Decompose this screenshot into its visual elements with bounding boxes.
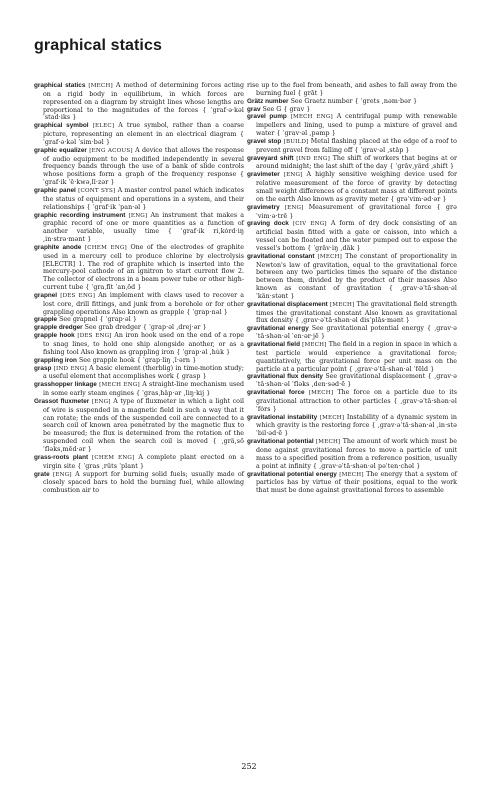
entry-headword: graving dock	[247, 220, 289, 228]
dictionary-entry	[247, 82, 457, 98]
entry-headword: gravel pump	[247, 113, 287, 121]
entry-definition: The field in a region in space in which a test particle would experience a gravitational force; quantitatively, the gravitational force per unit mass on the particle at a particular point	[256, 341, 457, 373]
entry-definition: The energy that a system of particles has by virtue of their positions, equal to the work that must be done against gravitational forces to assemble	[256, 470, 457, 495]
dictionary-entry	[34, 244, 244, 292]
entry-pronunciation: { ˈgraˌfīt ˈanˌōd }	[85, 284, 142, 292]
entry-definition: rise up to the fuel from beneath, and ashes to fall away from the burning fuel	[247, 82, 457, 97]
dictionary-entry	[34, 292, 244, 317]
dictionary-entry	[247, 438, 457, 470]
entry-field-label: [ENG ACOUS]	[89, 147, 133, 154]
dictionary-entry	[34, 332, 244, 357]
dictionary-entry	[34, 471, 244, 496]
entry-headword: grav	[247, 105, 261, 113]
entry-headword: gravitational field	[247, 341, 300, 348]
entry-headword: gravitational energy	[247, 325, 309, 333]
entry-definition: See gravitational displacement	[325, 373, 426, 381]
dictionary-entry	[247, 106, 457, 114]
entry-field-label: [MECH]	[315, 439, 341, 446]
entry-definition: A highly sensitive weighing device used for relative measurement of the force of gravity by detecting small weight differences of a constant mass at different points on the earth Also known as gravity meter	[256, 171, 457, 203]
entry-headword: graphic panel	[34, 186, 76, 194]
entry-definition: The shift of workers that begins at or around midnight; the last shift of the day	[256, 154, 457, 171]
entry-pronunciation: { ˈgrāv‚yärd ‚shift }	[389, 163, 455, 171]
entry-field-label: [ELEC]	[92, 123, 115, 130]
entry-definition: An implement with claws used to recover a lost core, drill fittings, and junk from a borehole or for other grappling operations Also known as grapple	[43, 291, 244, 316]
dictionary-entry	[247, 113, 457, 138]
entry-headword: graphic recording instrument	[34, 211, 126, 219]
entry-field-label: [DES ENG]	[60, 292, 96, 299]
entry-pronunciation: { grasp }	[175, 373, 207, 381]
entry-pronunciation: { ‚grav·əˈtā·shən·əl ˈfēld }	[348, 365, 435, 373]
entry-field-label: [IND ENG]	[53, 365, 87, 372]
entry-field-label: [ENG]	[128, 212, 148, 219]
entry-headword: gravel stop	[247, 137, 282, 145]
entry-pronunciation: { grəˈvim·əd·ər }	[390, 195, 447, 203]
entry-pronunciation: { ˈgraf·ik ri‚kȯrd·iŋ ‚in·strə·mənt }	[43, 228, 244, 244]
dictionary-entry	[247, 471, 457, 496]
entry-definition: A true symbol, rather than a coarse picture, representing an element in an electrical diagram	[43, 122, 244, 139]
entry-pronunciation: { ˈgrap·əl ‚hu̇k }	[176, 348, 231, 356]
dictionary-entry	[247, 301, 457, 326]
entry-definition: A master control panel which indicates the status of equipment and operations in a system, and their relationships	[43, 186, 244, 211]
entry-field-label: [ENG]	[283, 172, 303, 179]
entry-field-label: [DES ENG]	[77, 333, 112, 340]
entry-headword: gravitational potential energy	[247, 470, 337, 478]
entry-field-label: [CHEM ENG]	[84, 244, 127, 251]
dictionary-entry	[247, 389, 457, 414]
entry-headword: graphite anode	[34, 243, 82, 251]
dictionary-entry	[247, 220, 457, 252]
entry-pronunciation: { ˈgrap·liŋ ‚ī·ərn }	[136, 356, 197, 364]
entry-definition: See grapple hook	[78, 356, 135, 364]
dictionary-entry	[247, 253, 457, 301]
entry-headword: Grassot fluxmeter	[34, 397, 90, 405]
entry-field-label: [MECH]	[317, 253, 343, 260]
entry-pronunciation: { ˈgrav·əl ‚pəmp }	[276, 130, 336, 138]
entry-headword: graveyard shift	[247, 154, 294, 162]
entry-field-label: [MECH]	[319, 414, 345, 421]
entry-definition: Measurement of gravitational force	[308, 203, 432, 211]
entry-pronunciation: { grāt }	[297, 89, 324, 97]
entry-headword: graphical symbol	[34, 122, 89, 130]
entry-headword: graphical statics	[34, 82, 86, 89]
dictionary-entry	[247, 373, 457, 389]
entry-field-label: [ENG]	[91, 398, 111, 405]
entry-definition: A centrifugal pump with renewable impellers and lining, used to pump a mixture of gravel and water	[256, 113, 457, 138]
entry-field-label: [MECH]	[302, 342, 327, 348]
entry-headword: gravimeter	[247, 171, 280, 179]
entry-definition: The amount of work which must be done against gravitational forces to move a particle of unit mass to a specified position from a reference position, usually a point at infinity	[256, 438, 457, 470]
dictionary-entry	[34, 398, 244, 454]
entry-definition: See gravitational potential energy	[311, 325, 424, 333]
entry-pronunciation: { ˈgrap·nəl }	[186, 308, 228, 316]
entry-pronunciation: { ‚grav·əˈtā·shən·əl ˈkän·stənt }	[256, 285, 457, 300]
entry-definition: An instrument that makes a graphic record of one or more quantities as a function of another variable, usually time	[43, 211, 244, 236]
entry-definition: See grab dredger	[84, 324, 141, 332]
dictionary-entry	[247, 171, 457, 203]
dictionary-entry	[34, 365, 244, 382]
entry-headword: grapple	[34, 316, 58, 324]
dictionary-entry	[34, 212, 244, 244]
entry-headword: gravitational instability	[247, 413, 318, 421]
entry-definition: A straight-line mechanism used in some early steam engines	[43, 381, 244, 398]
entry-headword: gravimetry	[247, 203, 280, 211]
entry-field-label: [MECH]	[339, 471, 364, 478]
entry-definition: See G	[262, 105, 282, 113]
dictionary-entry	[247, 341, 457, 373]
entry-definition: Instability of a dynamic system in which gravity is the restoring force	[256, 413, 457, 430]
entry-definition: A complete plant erected on a virgin site	[43, 453, 245, 470]
entry-headword: grapple hook	[34, 332, 75, 340]
entry-definition: A basic element (therblig) in time-motion study; a useful element that accomplishes work	[43, 364, 244, 381]
entry-pronunciation: { grəˈvim·ə·trē }	[256, 203, 457, 220]
entry-headword: grapple dredger	[34, 324, 83, 332]
dictionary-entry	[247, 98, 457, 106]
entry-definition: The gravitational field strength times the gravitational constant Also known as gravitational flux density	[256, 300, 457, 325]
entry-field-label: [ENG]	[284, 204, 304, 211]
entry-definition: A type of fluxmeter in which a light coil of wire is suspended in a magnetic field in such a way that it can rotate; the ends of the suspended coil are connected to a search coil of known area penetrated by the magnetic flux to be measured; the flux is determined from the rotation of the suspended coil when the search coil is moved	[43, 397, 244, 446]
entry-pronunciation: { ‚grav·əˈtā·shən·əl disˈplās·mənt }	[294, 317, 410, 325]
entry-definition: A device that allows the response of audio equipment to be modified independently in several frequency bands through the use of a bank of slide controls whose positions form a graph of the frequency response	[43, 146, 244, 179]
entry-definition: A form of dry dock consisting of an artificial basin fitted with a gate or caisson, into which a vessel can be floated and the water pumped out to expose the vessel's bottom	[256, 220, 457, 252]
entry-pronunciation: { ˈgrap·əl ‚drej·ər }	[142, 324, 207, 332]
entry-pronunciation: { ˈgraf·ik ˈpan·əl }	[86, 203, 147, 211]
entry-field-label: [CIV ENG]	[292, 221, 327, 228]
dictionary-entry	[247, 138, 457, 155]
entry-headword: Grätz number	[247, 97, 289, 105]
entry-pronunciation: { ‚grä‚sō ˈfləks‚mēd·ər }	[43, 438, 244, 453]
entry-headword: grate	[34, 470, 50, 478]
entry-field-label: [ENG]	[52, 471, 72, 478]
entry-headword: graphic equalizer	[34, 146, 87, 154]
entry-definition: One of the electrodes of graphite used in a mercury cell to produce chlorine by electrolysis [ELECTR] 1. The rod of graphite which is inserted into the mercury-pool cathode of an ignitron to start current flow 2. The collector of electrons in a beam power tube or other high-current tube	[43, 243, 244, 292]
entry-field-label: [MECH ENG]	[99, 382, 140, 389]
dictionary-entry	[34, 381, 244, 398]
entry-field-label: [MECH]	[329, 301, 355, 308]
dictionary-entry	[247, 414, 457, 439]
entry-definition: A support for burning solid fuels; usually made of closely spaced bars to hold the burning fuel, while allowing combustion air to	[43, 470, 244, 495]
entry-pronunciation: { ‚grav·əˈtā·shən·əl pəˈten·chəl }	[312, 462, 421, 470]
dictionary-entry	[247, 155, 457, 172]
entry-headword: gravitational constant	[247, 252, 315, 260]
page-number: 252	[241, 762, 257, 771]
entry-definition: See grapnel	[59, 316, 98, 324]
left-column	[34, 82, 244, 495]
entry-headword: gravitational displacement	[247, 300, 328, 308]
entry-headword: grasshopper linkage	[34, 381, 97, 389]
entry-field-label: [IND ENG]	[296, 155, 330, 162]
dictionary-entry	[34, 357, 244, 365]
page-header-guide-word: graphical statics	[34, 37, 162, 54]
entry-pronunciation: { ˈgrāv·iŋ ‚däk }	[307, 244, 361, 252]
entry-pronunciation: { ‚grav·əˈtā·shən·əl ‚in·stəˈbil·əd·ē }	[256, 422, 457, 438]
dictionary-entry	[34, 122, 244, 147]
dictionary-entry	[34, 147, 244, 187]
entry-field-label: [MECH]	[308, 390, 334, 397]
entry-definition: Metal flashing placed at the edge of a roof to prevent gravel from falling off	[256, 137, 457, 154]
entry-pronunciation: { ˈgras ‚rüts ˈplant }	[77, 462, 145, 470]
entry-field-label: [CONT SYS]	[78, 187, 116, 194]
entry-definition: See Graetz number	[290, 97, 353, 105]
entry-definition: The force on a particle due to its gravitational attraction to other particles	[256, 389, 457, 405]
dictionary-entry	[34, 187, 244, 212]
entry-field-label: [BUILD]	[283, 138, 309, 145]
entry-headword: grass-roots plant	[34, 453, 89, 461]
entry-headword: grasp	[34, 364, 52, 372]
entry-definition: An iron hook used on the end of a rope to snag lines, to hold one ship alongside another, or as a fishing tool Also known as grappling iron	[43, 332, 244, 356]
entry-definition: A method of determining forces acting on a rigid body in equilibrium, in which forces are represented on a diagram by straight lines whose lengths are proportional to the magnitudes of the forces	[43, 82, 244, 114]
entry-pronunciation: { ˈgraf·ə·kəl ˈsim·bəl }	[43, 131, 244, 146]
entry-pronunciation: { ˈgrap·əl }	[99, 316, 138, 324]
dictionary-entry	[247, 204, 457, 221]
dictionary-entry	[34, 316, 244, 324]
entry-pronunciation: { ˈgraf·ə·kəl ˈstad·iks }	[43, 106, 244, 122]
entry-pronunciation: { ˈgraf·ik ˈē·kwə‚lī·zər }	[43, 171, 244, 187]
entry-pronunciation: { ‚grav·əˈtā·shən·əl ˈfləks ‚den·səd·ē }	[256, 373, 457, 389]
entry-pronunciation: { ˈgrets ‚nəm·bər }	[354, 97, 418, 105]
entry-headword: grapnel	[34, 291, 58, 299]
entry-pronunciation: { ‚grav·əˈtā·shən·əl ˈen·ər·jē }	[256, 325, 457, 341]
dictionary-entry	[34, 454, 244, 471]
entry-headword: gravitational force	[247, 389, 305, 397]
right-column	[247, 82, 457, 495]
entry-field-label: [MECH]	[88, 83, 113, 89]
entry-headword: gravitational flux density	[247, 373, 323, 381]
entry-pronunciation: { ˈgrasˌhäp·ər ‚liŋ·kij }	[135, 390, 211, 398]
entry-pronunciation: { grav }	[283, 105, 311, 113]
entry-pronunciation: { ‚grav·əˈtā·shən·əl ˈfȯrs }	[256, 397, 457, 413]
dictionary-entry	[34, 324, 244, 332]
entry-pronunciation: { ˈgrav·əl ‚stäp }	[354, 146, 410, 154]
entry-field-label: [MECH ENG]	[290, 114, 333, 121]
entry-headword: grappling iron	[34, 356, 77, 364]
entry-definition: The constant of proportionality in Newton's law of gravitation, equal to the gravitational force between any two particles times the square of the distance between them, divided by the product of their masses Also known as constant of gravitation	[256, 252, 457, 293]
dictionary-entry	[34, 82, 244, 122]
dictionary-entry	[247, 325, 457, 341]
entry-field-label: [CHEM ENG]	[92, 454, 135, 461]
entry-headword: gravitational potential	[247, 438, 314, 446]
